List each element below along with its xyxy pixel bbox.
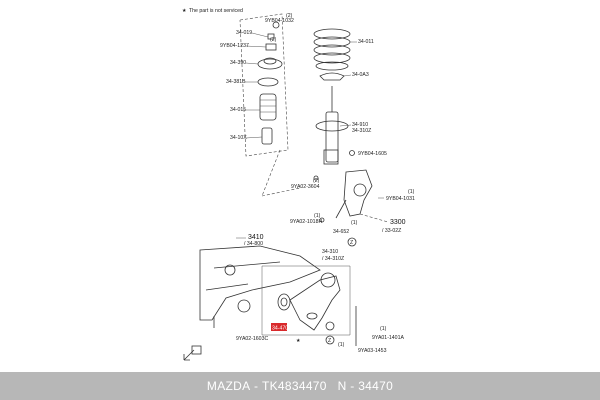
label-34-019: 34-019 (236, 30, 253, 36)
strut-34-910 (316, 86, 348, 164)
lower-arm-34-310 (290, 273, 340, 330)
label-9yb04-1032: 9YB04-1032 (265, 18, 294, 24)
footer-brand: MAZDA (206, 379, 251, 393)
qty-9ya02-1018h: (1) (314, 213, 321, 219)
label-34-10x: 34-10X (230, 135, 247, 141)
label-34-652: 34-652 (333, 229, 350, 235)
label-34-310z: 34-310Z (352, 128, 372, 134)
label-9yb04-1605: 9YB04-1605 (358, 151, 387, 157)
bump-stop-34-10x (262, 128, 272, 144)
qty-9yb04-1237: (2) (270, 37, 277, 43)
qty-9yb04-1032: (2) (286, 13, 293, 19)
qty-9yb04-1031: (1) (408, 189, 415, 195)
label-33-02z: / 33-02Z (382, 228, 402, 234)
qty-9ya02-3604: (2) (313, 178, 320, 184)
nut-9yb04-1237 (266, 44, 276, 50)
arm-not-serviced-star: ★ (296, 338, 301, 344)
label-34-910: 34-910 (352, 122, 369, 128)
mount-34-390 (258, 58, 282, 69)
z-label-1: Z (350, 240, 354, 246)
label-9ya02-1603c: 9YA02-1603C (236, 336, 269, 342)
qty-9ya03-1453: (1) (338, 342, 345, 348)
z-label-2: Z (328, 338, 332, 344)
bolt-9yb04-1605 (350, 151, 355, 156)
dust-boot-34-015 (260, 94, 276, 120)
label-34-470: 34-470 (272, 325, 289, 332)
label-9ya03-1453: 9YA03-1453 (358, 348, 387, 354)
label-34-310z-b: / 34-310Z (322, 256, 345, 262)
qty-34-652: (1) (351, 220, 358, 226)
label-34-015: 34-015 (230, 107, 247, 113)
label-34-310: 34-310 (322, 249, 339, 255)
label-34-0a3: 34-0A3 (352, 72, 369, 78)
footer-number: 34470 (358, 379, 394, 393)
legend-text: The part is not serviced (189, 8, 243, 14)
footer-bar (0, 372, 600, 400)
footer-sep-1: - (250, 379, 262, 393)
label-34-800: / 34-800 (244, 241, 264, 247)
label-34-011: 34-011 (358, 39, 374, 45)
front-arrow-icon (184, 346, 201, 360)
label-9yb04-1031: 9YB04-1031 (386, 196, 415, 202)
qty-9ya01-1401a: (1) (380, 326, 387, 332)
label-34-390: 34-390 (230, 60, 247, 66)
bumper-seat-34-381b (258, 78, 278, 86)
footer-sep-2: N - (326, 379, 359, 393)
footer-part-code: TK4834470 (262, 379, 327, 393)
knuckle (336, 170, 372, 218)
label-3410: 3410 (248, 234, 264, 241)
label-3300: 3300 (390, 219, 406, 226)
label-34-381b: 34-381B (226, 79, 246, 85)
spring-seat-34-0a3 (320, 73, 344, 80)
not-serviced-star: ★ (182, 8, 187, 14)
coil-spring-34-011 (314, 29, 350, 70)
label-9ya02-3604: 9YA02-3604 (291, 184, 320, 190)
subframe-3410 (200, 246, 320, 320)
label-9ya01-1401a: 9YA01-1401A (372, 335, 404, 341)
label-9yb04-1237: 9YB04-1237 (220, 43, 249, 49)
bushing-34-470 (278, 294, 290, 310)
label-9ya02-1018h: 9YA02-1018H (290, 219, 323, 225)
